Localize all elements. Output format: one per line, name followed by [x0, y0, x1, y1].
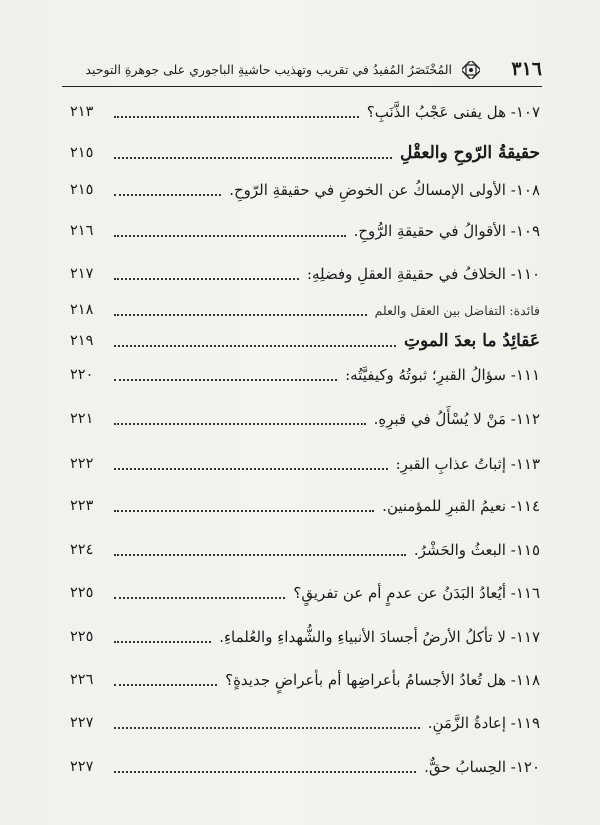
toc-entry [70, 406, 540, 432]
dot-leader [114, 684, 217, 686]
toc-entry-page: ٢١٧ [70, 266, 94, 282]
section-title: عَقائِدُ ما بعدَ الموتِ [404, 331, 540, 351]
toc-entry-title: ١١٠- الخلافُ في حقيقةِ العقلِ وفضلِهِ: [306, 265, 540, 283]
dot-leader [114, 468, 388, 470]
toc-entry-title: ١١٢- مَنْ لا يُسْأَلُ في قبرِهِ. [373, 410, 540, 428]
dot-leader [114, 157, 392, 159]
toc-entry-title: ١٠٧- هل يفنى عَجْبُ الذَّنَبِ؟ [366, 103, 540, 121]
toc-entry [70, 177, 540, 203]
running-title: المُخْتَصَرُ المُفيدُ في تقريبِ وتهذيبِ حاشيةِ الباجوري على جوهرةِ التوحيد [85, 62, 452, 77]
toc-entry-page: ٢١٩ [70, 333, 94, 349]
toc-entry-page: ٢٢٥ [70, 585, 94, 601]
toc-entry [70, 493, 540, 519]
toc-note-entry [70, 297, 540, 323]
toc-entry-page: ٢٢٧ [70, 759, 94, 775]
toc-entry-page: ٢١٣ [70, 104, 94, 120]
toc-entry-page: ٢١٥ [70, 182, 94, 198]
dot-leader [114, 194, 221, 196]
toc-entry-title: ١١٥- البعثُ والحَشْرُ. [413, 541, 540, 559]
toc-entry [70, 667, 540, 693]
dot-leader [114, 727, 420, 729]
toc-entry [70, 580, 540, 606]
dot-leader [114, 554, 406, 556]
toc-entry-page: ٢١٥ [70, 145, 94, 161]
toc-entry [70, 218, 540, 244]
page-number: ٣١٦ [511, 58, 542, 80]
toc-entry [70, 710, 540, 736]
toc-entry [70, 362, 540, 388]
toc-entry [70, 754, 540, 780]
toc-entry-title: ١١٣- إثباتُ عذابِ القبرِ: [395, 455, 540, 473]
toc-entry-page: ٢٢٧ [70, 715, 94, 731]
toc-entry-page: ٢٢٣ [70, 498, 94, 514]
toc-section-heading [70, 328, 540, 354]
toc-entry-title: ١١٦- أيُعادُ البَدَنُ عن عدمٍ أم عن تفريقٍ؟ [293, 584, 540, 602]
toc-entry-page: ٢٢٠ [70, 367, 94, 383]
toc-entry-title: ١١٧- لا تأكلُ الأرضُ أجسادَ الأنبياءِ والشُّهداءِ والعُلماءِ. [219, 628, 540, 646]
dot-leader [114, 379, 337, 381]
toc-entry [70, 537, 540, 563]
dot-leader [114, 771, 416, 773]
toc-entry [70, 99, 540, 125]
toc-entry-title: فائدة: التفاضل بين العقل والعلم [374, 302, 540, 318]
dot-leader [114, 641, 211, 643]
toc-entry-page: ٢١٦ [70, 223, 94, 239]
toc-entry [70, 624, 540, 650]
section-title: حقيقةُ الرّوحِ والعقْلِ [399, 143, 540, 163]
toc-entry-page: ٢٢٥ [70, 629, 94, 645]
toc-section-heading [70, 140, 540, 166]
toc-entry-title: ١١٨- هل تُعادُ الأجسامُ بأعراضِها أم بأعراضٍ جديدةٍ؟ [225, 671, 540, 689]
dot-leader [114, 314, 367, 316]
toc-entry-title: ١٠٨- الأولى الإمساكُ عن الخوضِ في حقيقةِ الرّوحِ. [229, 181, 540, 199]
dot-leader [114, 345, 396, 347]
toc-entry-title: ١٠٩- الأقوالُ في حقيقةِ الرُّوحِ. [353, 222, 540, 240]
toc-entry-title: ١١٤- نعيمُ القبرِ للمؤمنين. [382, 497, 540, 515]
toc-entry-title: ١١٩- إعادةُ الزَّمَنِ. [427, 714, 540, 732]
dot-leader [114, 597, 285, 599]
dot-leader [114, 235, 346, 237]
dot-leader [114, 116, 359, 118]
dot-leader [114, 423, 366, 425]
toc-entry-page: ٢٢١ [70, 411, 94, 427]
toc-entry-title: ١٢٠- الحِسابُ حقٌّ. [424, 758, 540, 776]
toc-entry [70, 451, 540, 477]
toc-entry-page: ٢١٨ [70, 302, 94, 318]
toc-entry-title: ١١١- سؤالُ القبرِ؛ ثبوتُهُ وكيفيَّتُه: [345, 366, 540, 384]
dot-leader [114, 278, 299, 280]
toc-entry-page: ٢٢٦ [70, 672, 94, 688]
toc-entry [70, 261, 540, 287]
toc-entry-page: ٢٢٢ [70, 456, 94, 472]
dot-leader [114, 510, 374, 512]
toc-entry-page: ٢٢٤ [70, 542, 94, 558]
